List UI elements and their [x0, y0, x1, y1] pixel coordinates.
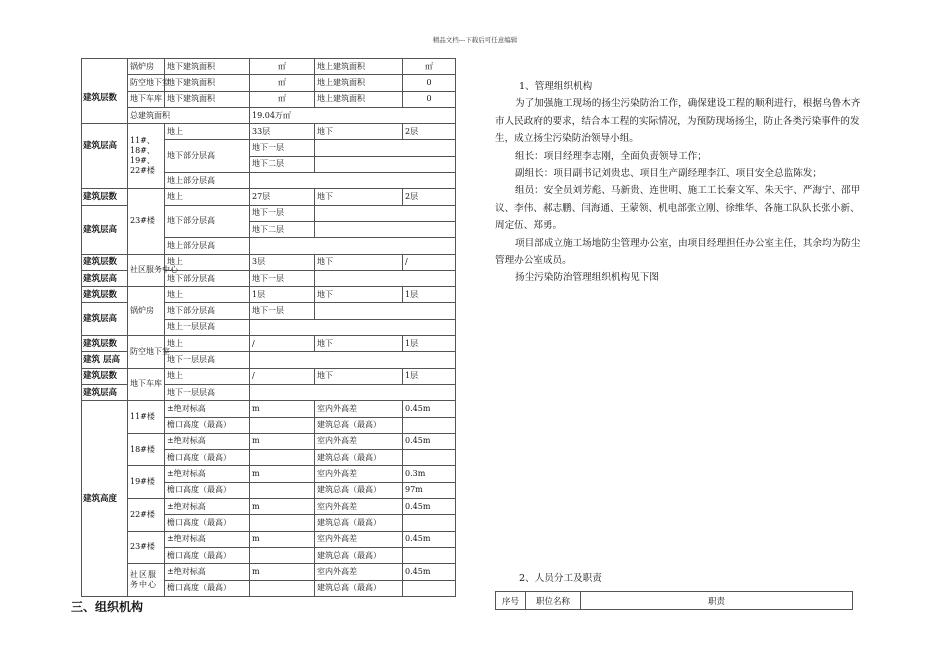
spec-cell: 建筑总高（最高）: [315, 580, 403, 596]
paragraph-chart-ref: 扬尘污染防治管理组织机构见下图: [515, 272, 659, 284]
spec-cell: 防空地下室: [128, 75, 165, 91]
spec-cell: 地下车库: [128, 368, 165, 401]
paragraph-office: 项目部成立施工场地防尘管理办公室，由项目经理担任办公室主任，其余均为防尘管理办公室成员。: [495, 237, 861, 267]
spec-cell: 地上建筑面积: [315, 91, 403, 107]
spec-cell: ㎡: [250, 75, 315, 91]
spec-category-cell: 建筑层高: [82, 384, 128, 400]
spec-cell: 地下部分层高: [165, 303, 250, 319]
spec-cell: [315, 221, 456, 237]
duty-header-position: 职位名称: [526, 592, 581, 610]
spec-cell: [250, 580, 315, 596]
spec-cell: 地下部分层高: [165, 205, 250, 238]
spec-cell: m: [250, 433, 315, 449]
spec-cell: 防空地下室: [128, 336, 165, 369]
spec-cell: m: [250, 531, 315, 547]
spec-cell: 22#楼: [128, 499, 165, 532]
paragraph-intro: 为了加强施工现场的扬尘污染防治工作，确保建设工程的顺利进行，根据乌鲁木齐市人民政府的要求，结合本工程的实际情况，为预防现场扬尘，防止各类污染事件的发生，成立扬尘污染防治领导小组。: [495, 98, 861, 145]
spec-cell: /: [403, 254, 456, 270]
spec-cell: 地上: [165, 336, 250, 352]
spec-cell: 地上: [165, 124, 250, 140]
spec-cell: 地上: [165, 189, 250, 205]
spec-cell: 0.45m: [403, 531, 456, 547]
spec-category-label: 建筑层高: [83, 141, 118, 152]
spec-cell: 建筑总高（最高）: [315, 515, 403, 531]
heading-management-org: 1、管理组织机构: [519, 81, 593, 92]
spec-row: [82, 189, 456, 205]
spec-row: [82, 499, 456, 515]
spec-cell: 地下: [315, 124, 403, 140]
spec-category-cell: 建筑层数: [82, 287, 128, 303]
spec-cell: 地上: [165, 368, 250, 384]
spec-cell: 总建筑面积: [128, 107, 250, 123]
spec-cell: [403, 547, 456, 563]
spec-cell: [315, 303, 456, 319]
spec-cell: [250, 352, 456, 368]
spec-cell: 檐口高度（最高）: [165, 417, 250, 433]
spec-cell: 地上建筑面积: [315, 75, 403, 91]
spec-cell: 11#、18#、19#、22#楼: [128, 124, 165, 189]
spec-cell: 0: [403, 75, 456, 91]
spec-cell: 地下建筑面积: [165, 75, 250, 91]
paragraph-members: 组员：安全员刘芳彪、马新贵、连世明、施工工长秦文军、朱天宇、严海宁、邵甲议、李伟、郝志鹏、闫海通、王蒙领、机电部张立刚、徐维华、各施工队队长张小新、周定伍、郑勇。: [495, 185, 861, 232]
spec-cell: 檐口高度（最高）: [165, 515, 250, 531]
spec-row: [82, 124, 456, 140]
spec-category-cell: 建筑层高: [82, 270, 128, 286]
spec-cell: 27层: [250, 189, 315, 205]
spec-cell: 锅炉房: [128, 287, 165, 336]
spec-category-cell: 建筑层数: [82, 189, 128, 205]
spec-cell: ㎡: [403, 59, 456, 75]
spec-cell: [315, 156, 456, 172]
spec-cell: 室内外高差: [315, 531, 403, 547]
spec-cell: 地上建筑面积: [315, 59, 403, 75]
spec-cell: [250, 173, 456, 189]
spec-cell: 地下一层: [250, 303, 315, 319]
spec-cell: 地下: [315, 336, 403, 352]
spec-cell: 地下二层: [250, 156, 315, 172]
spec-cell: 地上: [165, 287, 250, 303]
spec-cell: 2层: [403, 124, 456, 140]
spec-cell: 建筑总高（最高）: [315, 417, 403, 433]
spec-cell: [250, 450, 315, 466]
spec-row: [82, 564, 456, 580]
spec-cell: 地下一层层高: [165, 352, 250, 368]
spec-cell: 建筑总高（最高）: [315, 450, 403, 466]
spec-cell: 地下: [315, 368, 403, 384]
spec-cell: [250, 547, 315, 563]
spec-cell: 地下建筑面积: [165, 91, 250, 107]
spec-cell: m: [250, 564, 315, 580]
spec-cell: [315, 205, 456, 221]
spec-cell: ㎡: [250, 59, 315, 75]
spec-cell: 1层: [250, 287, 315, 303]
paragraph-leader: 组长：项目经理李志刚，全面负责领导工作；: [515, 150, 707, 162]
spec-cell: 地下部分层高: [165, 270, 250, 286]
spec-cell: [250, 417, 315, 433]
spec-category-cell: 建筑 层高: [82, 352, 128, 368]
spec-cell: 1层: [403, 287, 456, 303]
spec-cell: [403, 580, 456, 596]
right-column: [495, 78, 867, 287]
spec-row: [82, 401, 456, 417]
spec-cell: 0: [403, 91, 456, 107]
duty-table-header-row: [496, 592, 853, 610]
paragraph-deputy: 副组长：项目副书记刘贵忠、项目生产副经理李江、项目安全总监陈发；: [515, 168, 822, 180]
spec-cell: 檐口高度（最高）: [165, 482, 250, 498]
spec-cell: 室内外高差: [315, 466, 403, 482]
spec-cell: 室内外高差: [315, 401, 403, 417]
spec-category-cell: 建筑层高: [82, 303, 128, 336]
spec-cell: 檐口高度（最高）: [165, 547, 250, 563]
spec-row: [82, 531, 456, 547]
spec-cell: 地上部分层高: [165, 173, 250, 189]
spec-cell: ±绝对标高: [165, 531, 250, 547]
spec-category-cell: 建筑层数: [82, 368, 128, 384]
spec-category-cell: 建筑层数: [82, 254, 128, 270]
spec-cell: 檐口高度（最高）: [165, 450, 250, 466]
spec-cell: 0.45m: [403, 499, 456, 515]
spec-cell: 室内外高差: [315, 564, 403, 580]
spec-cell: 室内外高差: [315, 433, 403, 449]
spec-cell: 3层: [250, 254, 315, 270]
spec-cell: 0.45m: [403, 401, 456, 417]
spec-cell: 地下一层层高: [165, 384, 250, 400]
spec-cell: 0.3m: [403, 466, 456, 482]
spec-cell: ±绝对标高: [165, 466, 250, 482]
spec-cell: 建筑总高（最高）: [315, 482, 403, 498]
spec-cell: /: [250, 336, 315, 352]
spec-cell: 地下建筑面积: [165, 59, 250, 75]
spec-category-cell: 建筑层高: [82, 205, 128, 254]
spec-cell: 社区服务中心: [128, 564, 165, 597]
spec-cell: 33层: [250, 124, 315, 140]
spec-category-cell: [82, 59, 128, 124]
spec-cell: 室内外高差: [315, 499, 403, 515]
spec-row: [82, 336, 456, 352]
spec-cell: 地下二层: [250, 221, 315, 237]
section-title: 三、组织机构: [71, 600, 144, 614]
spec-cell: [315, 270, 456, 286]
spec-cell: 23#楼: [128, 531, 165, 564]
spec-cell: 锅炉房: [128, 59, 165, 75]
spec-cell: 社区服务中心: [128, 254, 165, 287]
building-spec-table: [81, 58, 456, 597]
spec-row: [82, 59, 456, 75]
spec-cell: 18#楼: [128, 433, 165, 466]
spec-cell: 地下: [315, 189, 403, 205]
spec-cell: 地下: [315, 254, 403, 270]
spec-row: [82, 466, 456, 482]
spec-cell: 19#楼: [128, 466, 165, 499]
heading-duties: 2、人员分工及职责: [519, 573, 602, 584]
spec-cell: 地下部分层高: [165, 140, 250, 173]
spec-cell: 建筑总高（最高）: [315, 547, 403, 563]
spec-category-cell: [82, 124, 128, 189]
spec-row: [82, 91, 456, 107]
spec-category-cell: 建筑高度: [82, 401, 128, 597]
spec-category-cell: 建筑层数: [82, 336, 128, 352]
spec-cell: 地下一层: [250, 140, 315, 156]
duty-header-index: 序号: [496, 592, 526, 610]
spec-cell: [403, 417, 456, 433]
duty-header-responsibility: 职责: [581, 592, 853, 610]
spec-cell: 地上: [165, 254, 250, 270]
spec-cell: 1层: [403, 368, 456, 384]
spec-cell: 地上部分层高: [165, 238, 250, 254]
spec-cell: 11#楼: [128, 401, 165, 434]
spec-row: [82, 75, 456, 91]
spec-cell: m: [250, 401, 315, 417]
spec-cell: /: [250, 368, 315, 384]
spec-row: [82, 107, 456, 123]
spec-cell: 0.45m: [403, 564, 456, 580]
spec-category-label: 建筑层数: [83, 93, 118, 104]
spec-cell: ±绝对标高: [165, 564, 250, 580]
spec-cell: 地下车库: [128, 91, 165, 107]
duty-table: [495, 591, 853, 610]
spec-cell: [250, 319, 456, 335]
spec-cell: [403, 515, 456, 531]
spec-cell: 0.45m: [403, 433, 456, 449]
spec-cell: 2层: [403, 189, 456, 205]
spec-cell: ±绝对标高: [165, 401, 250, 417]
spec-cell: 97m: [403, 482, 456, 498]
building-spec-table-body: [82, 59, 456, 597]
header-note: 精品文档---下载后可任意编辑: [432, 36, 518, 44]
spec-cell: m: [250, 499, 315, 515]
spec-cell: [250, 515, 315, 531]
spec-cell: 地上一层层高: [165, 319, 250, 335]
spec-cell: 19.04万㎡: [250, 107, 456, 123]
spec-cell: ㎡: [250, 91, 315, 107]
spec-cell: 地下一层: [250, 205, 315, 221]
spec-cell: ±绝对标高: [165, 499, 250, 515]
spec-cell: 檐口高度（最高）: [165, 580, 250, 596]
spec-cell: 地下一层: [250, 270, 315, 286]
spec-row: [82, 368, 456, 384]
spec-row: [82, 287, 456, 303]
spec-cell: [250, 384, 456, 400]
spec-cell: [250, 482, 315, 498]
spec-cell: 23#楼: [128, 189, 165, 254]
spec-cell: m: [250, 466, 315, 482]
spec-cell: 地下: [315, 287, 403, 303]
spec-cell: [250, 238, 456, 254]
spec-cell: [315, 140, 456, 156]
spec-cell: 1层: [403, 336, 456, 352]
spec-row: [82, 254, 456, 270]
spec-row: [82, 433, 456, 449]
spec-cell: ±绝对标高: [165, 433, 250, 449]
spec-cell: [403, 450, 456, 466]
